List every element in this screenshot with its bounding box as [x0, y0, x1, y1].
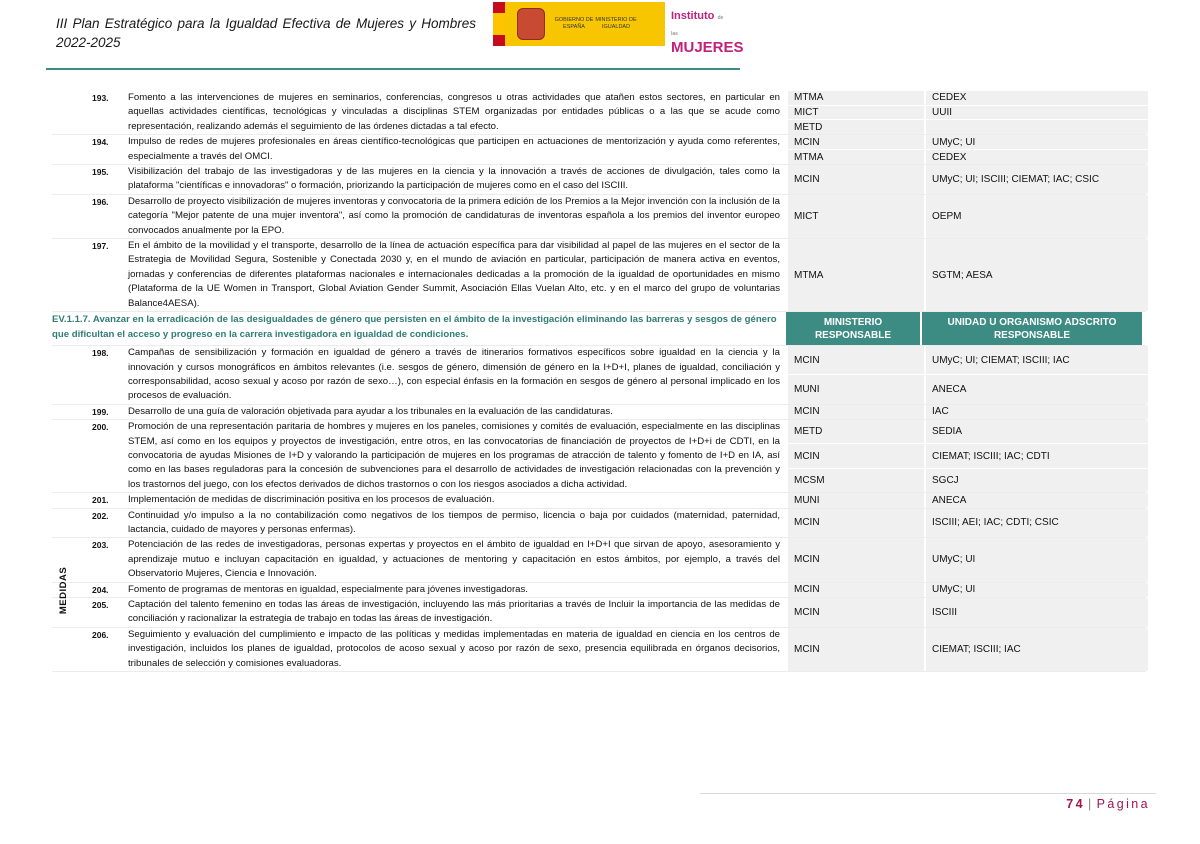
measure-description: Seguimiento y evaluación del cumplimiento e impacto de las políticas y medidas implementadas en materia de igualdad en ciencia en los centros de investigación, incluidos los planes de igualdad, protocolos de acoso sexual y acoso por razón de sexo, presencia equilibrada en órganos decisorios, tribunales de selección y comisiones evaluadoras. — [128, 628, 780, 669]
unit-cell — [924, 346, 1148, 404]
measure-number: 205. — [92, 600, 109, 610]
header-divider — [46, 68, 740, 70]
unit-cell — [924, 628, 1148, 671]
measure-row — [52, 239, 1146, 312]
measures-table — [52, 91, 1146, 672]
measure-description: Potenciación de las redes de investigadoras, personas expertas y proyectos en el ámbito de igualdad en I+D+I que sirvan de apoyo, asesoramiento y aprendizaje mutuo e incluyan capacitación en igualdad, y actuaciones de mentoring y capacitación en estos ámbitos, por ejemplo, a través del Observatorio Mujeres, Ciencia e Innovación. — [128, 539, 780, 580]
measure-description: Implementación de medidas de discriminación positiva en los procesos de evaluación. — [128, 494, 495, 506]
measure-number: 193. — [92, 93, 109, 103]
document-title: III Plan Estratégico para la Igualdad Efectiva de Mujeres y Hombres 2022-2025 — [56, 16, 476, 50]
row-spacer — [52, 239, 88, 311]
measure-number: 197. — [92, 241, 109, 252]
instituto-mujeres-logo — [665, 2, 744, 56]
ministry-value: MCIN — [788, 135, 924, 150]
ministry-value: MTMA — [794, 269, 824, 281]
unit-cell — [924, 598, 1148, 627]
measure-number: 194. — [92, 137, 109, 148]
measure-number: 203. — [92, 540, 109, 551]
ministry-cell — [786, 135, 924, 164]
measure-number: 195. — [92, 167, 109, 178]
row-spacer — [52, 346, 88, 404]
row-spacer — [52, 165, 88, 194]
ministry-value: MCIN — [794, 406, 820, 418]
unit-cell — [924, 91, 1148, 134]
measure-row — [52, 346, 1146, 405]
measure-row — [52, 420, 1146, 493]
unit-cell — [924, 405, 1148, 419]
ministry-value: MCIN — [794, 517, 820, 529]
ministry-cell — [786, 493, 924, 507]
unit-value: ISCIII; AEI; IAC; CDTI; CSIC — [932, 517, 1059, 529]
unit-value: CIEMAT; ISCIII; IAC — [932, 643, 1021, 655]
measure-row — [52, 165, 1146, 195]
ministry-value: MCIN — [794, 606, 820, 618]
ministry-value: MTMA — [794, 151, 824, 163]
ministry-value: MCIN — [788, 346, 924, 375]
row-spacer — [52, 195, 88, 238]
ministry-value: MTMA — [788, 91, 924, 106]
measure-description: En el ámbito de la movilidad y el transporte, desarrollo de la línea de actuación específica para dar visibilidad al papel de las mujeres en el sector de la Estrategia de Movilidad Segura, Sostenible y Conectada 2030 y, en el mundo de aviación en particular, participación de manera activa en eventos, jornadas y conferencias de diferentes plataformas nacionales e internacionales dedicadas a la promoción de la igualdad de oportunidades en mismo (Plataforma de la UE Women in Transport, Global Aviation Gender Summit, Asociación Ellas Vuelan Alto, etc. y en el marco del grupo de voluntarias Balance4AESA). — [128, 240, 780, 309]
unit-value: UMyC; UI — [932, 584, 976, 596]
ministry-cell — [786, 346, 924, 404]
measure-number: 198. — [92, 348, 109, 359]
unit-value: ANECA — [932, 494, 967, 506]
unit-value: SGTM; AESA — [932, 269, 993, 281]
unit-value: ANECA — [932, 384, 967, 396]
measure-description: Promoción de una representación paritaria de hombres y mujeres en los paneles, comisiones y comités de evaluación, especialmente en las disciplinas STEM, así como en los equipos y proyectos de investigación, entre otros, en las convocatorias de financiación de proyectos de I+D+i de CDTI, en la convocatoria de ayudas Misiones de I+D y valorando la participación de mujeres en los programas de atracción de talento y fomento de I+D en IA, así como en las bases reguladoras para la concesión de subvenciones para el desarrollo de actividades de investigación relacionadas con la prevención y los trastornos del juego, con los efectos derivados de dichos trastornos o con los riesgos asociados a dicha actividad. — [128, 421, 780, 490]
row-spacer — [52, 420, 88, 492]
unit-value: UMyC; UI; CIEMAT; ISCIII; IAC — [926, 346, 1148, 375]
ministry-value: MCSM — [794, 474, 825, 486]
measure-description: Desarrollo de proyecto visibilización de mujeres inventoras y convocatoria de la primera edición de los Premios a la Mejor invención con la inclusión de la categoría "Mejor patente de una mujer inventora", así como la promoción de candidaturas de inventoras española a los premios del inventor europeo convocados anualmente por la EPO. — [128, 195, 780, 236]
unit-value — [926, 120, 1148, 134]
measure-row — [52, 598, 1146, 628]
ministry-value: MICT — [794, 210, 819, 222]
measure-row — [52, 583, 1146, 598]
footer-divider — [700, 793, 1156, 794]
measure-row — [52, 538, 1146, 582]
unit-value: CEDEX — [932, 151, 967, 163]
unit-value: UUII — [926, 106, 1148, 121]
section-header-row — [52, 312, 1146, 346]
unit-value: ISCIII — [932, 606, 958, 618]
unit-cell — [924, 420, 1148, 492]
measure-row — [52, 91, 1146, 135]
measure-row — [52, 628, 1146, 672]
ministry-value: METD — [788, 420, 924, 444]
measure-description: Desarrollo de una guía de valoración objetivada para ayudar a los tribunales en la evaluación de las candidaturas. — [128, 405, 613, 417]
unit-cell — [924, 583, 1148, 597]
inst-label-a: Instituto — [671, 10, 715, 22]
ministry-value: MUNI — [794, 494, 820, 506]
ministry-cell — [786, 91, 924, 134]
ministry-banner — [505, 2, 665, 46]
unit-cell — [924, 195, 1148, 238]
footer-separator: | — [1088, 797, 1094, 811]
section-title: EV.1.1.7. Avanzar en la erradicación de las desigualdades de género que persisten en el ámbito de la investigación eliminando las barreras y sesgos de género que dificultan el acceso y progreso en la carrera investigadora en igualdad de condiciones. — [52, 314, 777, 340]
ministry-value: METD — [794, 121, 823, 133]
col-header-unidad: UNIDAD U ORGANISMO ADSCRITO RESPONSABLE — [920, 312, 1142, 345]
measure-description: Fomento a las intervenciones de mujeres en seminarios, conferencias, congresos u otras actividades que atañen estos sectores, en particular en aquellas actividades científicas, tecnológicas y vinculadas a disciplinas STEM organizadas por entidades públicas o a las que se acude como representación, realizando además el seguimiento de las órdenes dictadas a tal efecto. — [128, 92, 780, 132]
measure-description: Impulso de redes de mujeres profesionales en áreas científico-tecnológicas que participen en actuaciones de mentorización y ayuda como referentes, especialmente a través del OMCI. — [128, 136, 780, 162]
ministry-cell — [786, 538, 924, 581]
ministry-cell — [786, 405, 924, 419]
ministry-value: MCIN — [794, 554, 820, 566]
gov-label: GOBIERNO DE ESPAÑA — [554, 17, 594, 30]
unit-cell — [924, 135, 1148, 164]
row-spacer — [52, 405, 88, 419]
unit-value: IAC — [932, 406, 949, 418]
government-logo — [493, 2, 744, 56]
ministry-value: MCIN — [794, 584, 820, 596]
measure-description: Campañas de sensibilización y formación en igualdad de género a través de itinerarios formativos específicos sobre igualdad en la ciencia y la innovación y cursos monográficos en ámbitos relevantes (i.e. sesgos de género, dimensión de género en la I+D+I, planes de igualdad, conciliación y corresponsabilidad, acoso sexual y acoso por razón de sexo…), con especial énfasis en la formación en sesgos de género al personal implicado en los procesos de evaluación. — [128, 347, 780, 402]
measure-number: 199. — [92, 406, 109, 417]
measure-row — [52, 195, 1146, 239]
measure-row — [52, 135, 1146, 165]
ministry-cell — [786, 165, 924, 194]
measure-row — [52, 493, 1146, 508]
measure-number: 202. — [92, 510, 109, 521]
row-spacer — [52, 628, 88, 671]
ministry-cell — [786, 628, 924, 671]
measure-number: 196. — [92, 196, 109, 207]
measure-row — [52, 509, 1146, 539]
ministry-cell — [786, 598, 924, 627]
unit-value: UMyC; UI — [932, 554, 976, 566]
measures-bottom-group — [52, 346, 1146, 672]
measure-description: Fomento de programas de mentoras en igualdad, especialmente para jóvenes investigadoras. — [128, 583, 528, 595]
measure-description: Continuidad y/o impulso a la no contabilización como negativos de los tiempos de permiso, licencia o baja por cuidados (maternidad, paternidad, lactancia, cuidado de mayores y personas enfermas). — [128, 509, 780, 535]
inst-label-b: MUJERES — [671, 39, 744, 56]
row-spacer — [52, 493, 88, 507]
ministry-value: MICT — [788, 106, 924, 121]
unit-value: CEDEX — [926, 91, 1148, 106]
unit-value: OEPM — [932, 210, 962, 222]
side-label — [54, 555, 74, 625]
ministry-value: MCIN — [788, 444, 924, 468]
measure-number: 201. — [92, 495, 109, 506]
measure-number: 204. — [92, 584, 109, 595]
inst-label-de: de las — [671, 15, 724, 37]
row-spacer — [52, 91, 88, 134]
ministry-value: MCIN — [794, 173, 820, 185]
ministry-cell — [786, 239, 924, 311]
col-header-ministerio: MINISTERIO RESPONSABLE — [784, 312, 920, 345]
ministry-cell — [786, 583, 924, 597]
unit-value: UMyC; UI — [926, 135, 1148, 150]
measures-top-group — [52, 91, 1146, 312]
unit-cell — [924, 538, 1148, 581]
page-label: Página — [1096, 797, 1150, 811]
page-number: 74 — [1066, 797, 1086, 811]
row-spacer — [52, 135, 88, 164]
unit-cell — [924, 239, 1148, 311]
unit-value: CIEMAT; ISCIII; IAC; CDTI — [926, 444, 1148, 468]
ministry-cell — [786, 509, 924, 538]
ministry-cell — [786, 195, 924, 238]
measure-description: Visibilización del trabajo de las investigadoras y de las mujeres en la ciencia y la innovación a través de acciones de divulgación, tales como la plataforma "científicas e innovadoras" o formación, priorizando la participación de mujeres como en el caso del ISCIII. — [128, 166, 780, 192]
page-footer — [1066, 797, 1150, 811]
ministry-cell — [786, 420, 924, 492]
ministry-label: MINISTERIO DE IGUALDAD — [595, 17, 637, 30]
unit-value: UMyC; UI; ISCIII; CIEMAT; IAC; CSIC — [932, 173, 1100, 185]
unit-value: SGCJ — [932, 474, 959, 486]
spain-flag-icon — [493, 2, 505, 46]
unit-cell — [924, 509, 1148, 538]
unit-value: SEDIA — [926, 420, 1148, 444]
unit-cell — [924, 493, 1148, 507]
measure-number: 206. — [92, 629, 109, 640]
measure-row — [52, 405, 1146, 420]
measure-description: Captación del talento femenino en todas las áreas de investigación, incluyendo las más prioritarias a través de Incluir la importancia de las medidas de conciliación y racionalizar la estrategia de trabajo en todas las áreas de investigación. — [128, 599, 780, 625]
ministry-value: MUNI — [794, 384, 820, 396]
unit-cell — [924, 165, 1148, 194]
ministry-value: MCIN — [794, 643, 820, 655]
coat-of-arms-icon — [517, 8, 545, 40]
row-spacer — [52, 509, 88, 538]
side-label-text: MEDIDAS — [58, 566, 70, 614]
measure-number: 200. — [92, 422, 109, 433]
